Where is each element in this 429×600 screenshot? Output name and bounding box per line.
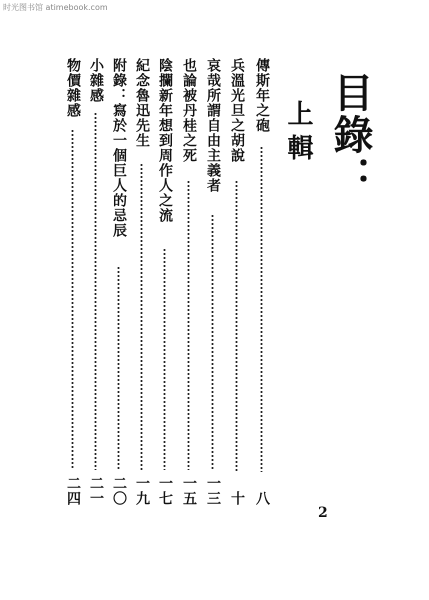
leader-dots (260, 146, 263, 472)
toc-entry-page: 二〇 (111, 476, 127, 506)
page-number: 2 (318, 505, 328, 521)
toc-entry[interactable] (156, 58, 173, 506)
toc-entry[interactable] (228, 58, 245, 506)
toc-entry-page: 二一 (88, 476, 104, 506)
toc-entry-page: 一七 (157, 476, 173, 506)
page-title: 目錄： (327, 72, 374, 198)
toc-entry[interactable] (253, 58, 270, 506)
toc-entry-title: 小雜感 (88, 58, 104, 103)
toc-entry-title: 也論被丹桂之死 (181, 58, 197, 163)
toc-entry-title: 哀哉所謂自由主義者 (205, 58, 221, 193)
toc-entry-page: 十 (229, 491, 245, 506)
toc-entry-page: 八 (254, 491, 270, 506)
section-heading: 上輯 (283, 100, 313, 168)
toc-entry-title: 紀念魯迅先生 (134, 58, 150, 148)
toc-entry-title: 傳斯年之砲 (254, 58, 270, 133)
toc-entry[interactable] (204, 58, 221, 506)
leader-dots (117, 266, 120, 470)
leader-dots (235, 180, 238, 472)
toc-entry-title: 兵溫光旦之胡說 (229, 58, 245, 163)
leader-dots (71, 129, 74, 470)
toc-entry[interactable] (64, 58, 81, 506)
leader-dots (211, 214, 214, 470)
watermark: 时光图书馆 atimebook.com (3, 3, 108, 12)
leader-dots (187, 180, 190, 470)
toc-entry[interactable] (180, 58, 197, 506)
toc-entry-page: 二四 (65, 476, 81, 506)
leader-dots (163, 248, 166, 470)
toc-entry-page: 一三 (205, 476, 221, 506)
leader-dots (140, 163, 143, 470)
toc-entry[interactable] (133, 58, 150, 506)
toc-entry-page: 一五 (181, 476, 197, 506)
toc-entry[interactable] (87, 58, 104, 506)
leader-dots (94, 112, 97, 470)
toc-entry-page: 一九 (134, 476, 150, 506)
toc-entry[interactable] (110, 58, 127, 506)
toc-entry-title: 物價雜感 (65, 58, 81, 118)
toc-entry-title: 陰攔新年想到周作人之流 (157, 58, 173, 223)
toc-entry-title: 附錄：寫於一個巨人的忌辰 (111, 58, 127, 238)
